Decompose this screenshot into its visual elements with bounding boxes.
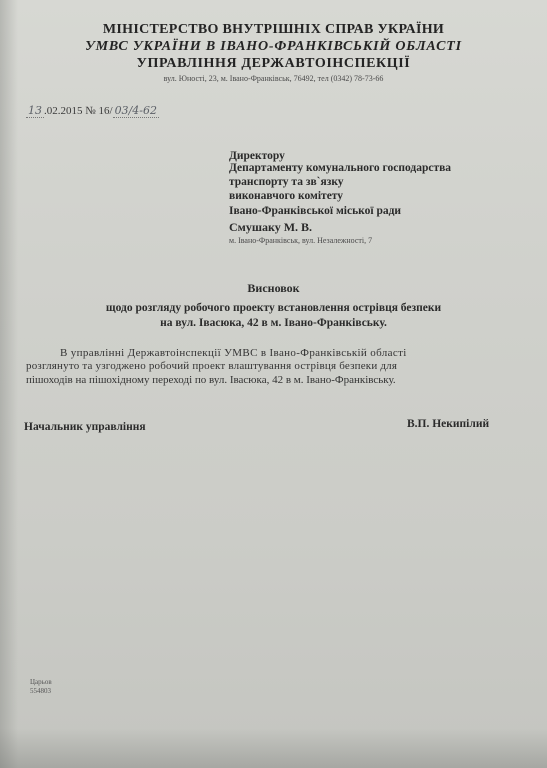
conclusion-subtitle-line-1: щодо розгляду робочого проекту встановлення острівця безпеки [105,302,442,314]
signature-position: Начальник управління [24,421,146,433]
recipient-line-3: транспорту та зв`язку [229,176,344,188]
header-address: вул. Юності, 23, м. Івано-Франківськ, 76492, тел (0342) 78-73-66 [163,74,384,83]
conclusion-title: Висновок [247,281,300,295]
body-line-2: розглянуто та узгоджено робочий проект влаштування острівця безпеки для [26,360,398,372]
header-traffic-inspection: УПРАВЛІННЯ ДЕРЖАВТОІНСПЕКЦІЇ [136,56,411,71]
footer-executor-name: Царьов [30,678,52,686]
header-regional-department: УМВС УКРАЇНИ В ІВАНО-ФРАНКІВСЬКІЙ ОБЛАСТІ [85,39,462,54]
recipient-line-4: виконавчого комітету [229,190,344,202]
footer-executor-phone: 554803 [30,687,51,695]
signature-name: В.П. Некипілий [407,418,490,430]
page-shadow-bottom [0,728,547,768]
body-line-3: пішоходів на пішохідному переході по вул. Івасюка, 42 в м. Івано-Франківську. [26,374,396,386]
recipient-line-5: Івано-Франківської міської ради [229,205,402,217]
conclusion-subtitle-line-2: на вул. Івасюка, 42 в м. Івано-Франківську. [160,317,387,329]
recipient-address: м. Івано-Франківськ, вул. Незалежності, 7 [229,236,373,245]
reference-number-handwritten: 03/4-62 [114,104,157,117]
body-line-1: В управлінні Державтоінспекції УМВС в Івано-Франківській області [60,347,407,359]
recipient-line-2: Департаменту комунального господарства [229,162,452,174]
header-ministry: МІНІСТЕРСТВО ВНУТРІШНІХ СПРАВ УКРАЇНИ [102,22,445,37]
page-shadow-left [0,0,18,768]
reference-date-printed: .02.2015 № 16/ [44,105,113,117]
reference-day-handwritten: 13 [28,104,42,117]
recipient-line-1: Директору [229,150,285,162]
reference-line [26,104,159,117]
recipient-name: Смушаку М. В. [229,220,313,234]
